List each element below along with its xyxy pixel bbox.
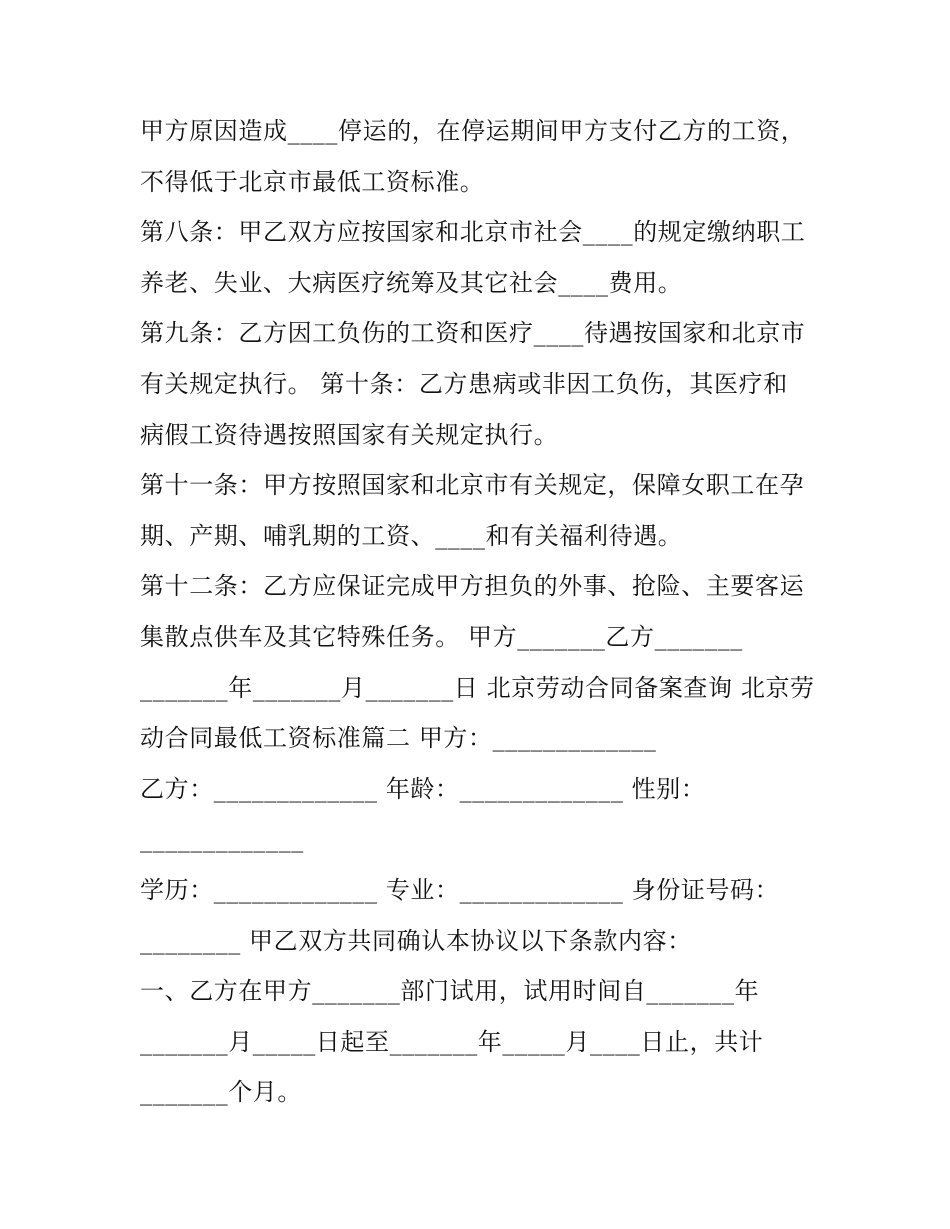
text-line: ________ 甲乙双方共同确认本协议以下条款内容： bbox=[140, 926, 692, 955]
text-line: 甲方原因造成____停运的，在停运期间甲方支付乙方的工资， bbox=[140, 117, 806, 145]
text-line: 期、产期、哺乳期的工资、____和有关福利待遇。 bbox=[140, 521, 683, 550]
text-line: _______年_______月_______日 北京劳动合同备案查询 北京劳 bbox=[140, 673, 815, 702]
text-line: 养老、失业、大病医疗统筹及其它社会____费用。 bbox=[140, 268, 683, 297]
text-line: 集散点供车及其它特殊任务。 甲方_______乙方_______ bbox=[140, 622, 743, 651]
text-line: 病假工资待遇按照国家有关规定执行。 bbox=[140, 420, 559, 449]
text-line: 不得低于北京市最低工资标准。 bbox=[140, 167, 485, 196]
text-line: _____________ bbox=[140, 825, 304, 854]
text-line: 一、乙方在甲方_______部门试用，试用时间自_______年 bbox=[140, 977, 760, 1006]
text-line: _______个月。 bbox=[140, 1078, 302, 1107]
text-line: 第十二条：乙方应保证完成甲方担负的外事、抢险、主要客运 bbox=[140, 572, 805, 601]
text-line: 学历：_____________ 专业：_____________ 身份证号码： bbox=[140, 875, 780, 904]
text-line: 第十一条：甲方按照国家和北京市有关规定，保障女职工在孕 bbox=[140, 471, 805, 500]
contract-text-body bbox=[140, 106, 830, 1118]
text-line: 有关规定执行。 第十条：乙方患病或非因工负伤，其医疗和 bbox=[140, 369, 788, 398]
text-line: 第九条：乙方因工负伤的工资和医疗____待遇按国家和北京市 bbox=[140, 319, 806, 348]
text-line: 乙方：_____________ 年龄：_____________ 性别： bbox=[140, 774, 706, 803]
text-line: _______月_____日起至_______年_____月____日止，共计 bbox=[140, 1027, 764, 1056]
text-line: 动合同最低工资标准篇二 甲方：_____________ bbox=[140, 724, 657, 753]
text-line: 第八条：甲乙双方应按国家和北京市社会____的规定缴纳职工 bbox=[140, 218, 806, 247]
